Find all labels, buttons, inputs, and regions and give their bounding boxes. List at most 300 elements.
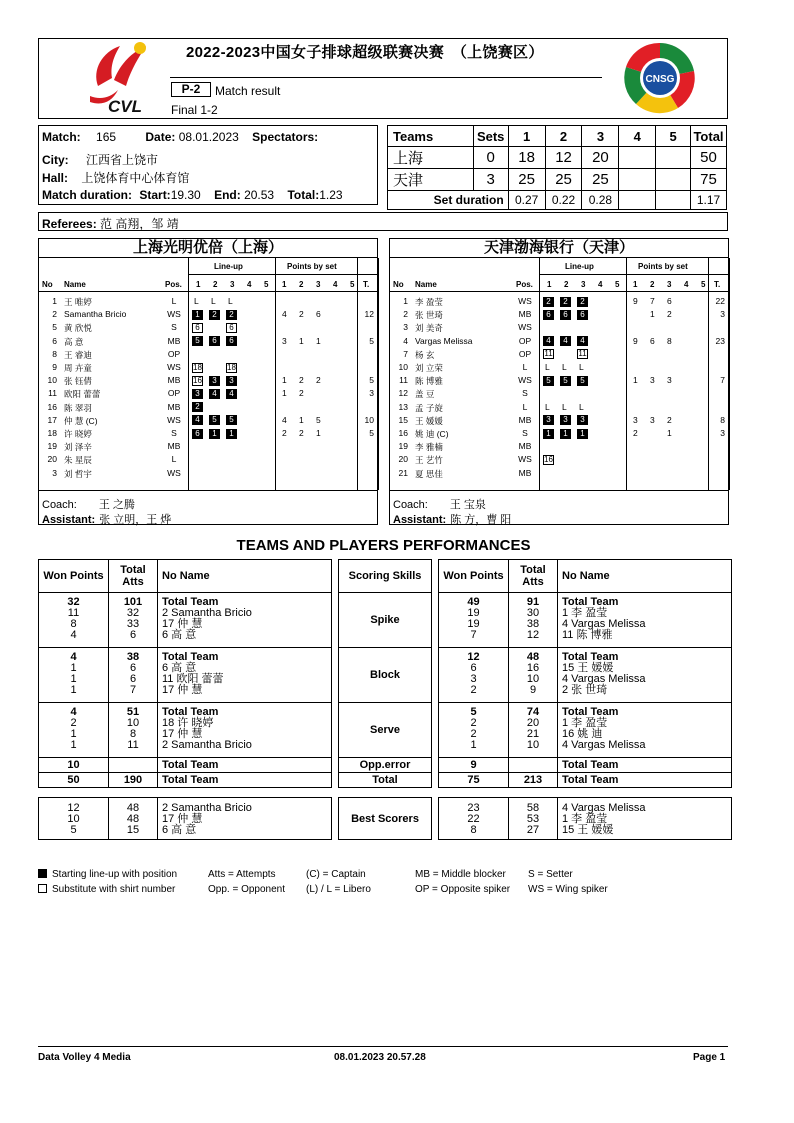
grid-line [275, 258, 276, 490]
player-name: 王 睿迪 [64, 349, 92, 360]
libero-mark: L [545, 401, 550, 412]
points-set-header: 4 [333, 280, 338, 289]
set-points: 6 [650, 335, 655, 346]
set-points: 3 [667, 375, 672, 386]
svg-text:CNSG: CNSG [645, 74, 675, 85]
set-points: 2 [667, 414, 672, 425]
player-name: 姚 迪 (C) [415, 429, 449, 439]
points-set-header: 1 [633, 280, 638, 289]
points-set-header: 4 [684, 280, 689, 289]
title-divider [170, 77, 602, 78]
player-name: 陈 翠羽 [64, 402, 92, 413]
legend-libero: (L) / L = Libero [306, 884, 371, 895]
set-points: 4 [282, 309, 287, 320]
player-total: 3 [720, 428, 725, 438]
assistant: Assistant: 张 立明，王 烨 [42, 514, 172, 526]
score-header: 2 [545, 126, 582, 147]
legend-atts: Atts = Attempts [208, 869, 276, 880]
substitute-number: 11 [544, 349, 553, 359]
starting-position: 1 [543, 429, 554, 439]
score-row-a: 上海 0 18 12 20 50 [388, 147, 727, 169]
match-row: Match: 165 Date: 08.01.2023 Spectators: [42, 130, 319, 144]
lineup-set-header: 3 [581, 280, 586, 289]
set-points: 1 [299, 414, 304, 425]
libero-mark: L [545, 362, 550, 372]
player-name: 王 媛媛 [415, 415, 443, 426]
player-no: 2 [52, 309, 57, 320]
lineup-header: Line-up [214, 262, 243, 271]
total-row: 75 213 Total Team [439, 773, 732, 788]
player-name: 刘 哲宇 [64, 468, 92, 479]
grid-line [626, 258, 627, 490]
grid-line [390, 490, 729, 491]
player-pos: L [522, 362, 528, 372]
points-set-header: 3 [667, 280, 672, 289]
player-name: Samantha Bricio [64, 309, 127, 320]
name-header: Name [64, 280, 86, 289]
grid-line [390, 291, 729, 292]
lineup-set-header: 5 [264, 280, 269, 289]
team-a-best-scorers: 12 10 5 48 48 15 2 Samantha Bricio 17 仲 慧 6 高 意 [38, 797, 332, 840]
assistant: Assistant: 陈 方，曹 阳 [393, 514, 512, 526]
player-no: 17 [47, 414, 57, 425]
lineup-set-header: 2 [564, 280, 569, 289]
set-points: 1 [282, 375, 287, 386]
libero-mark: L [211, 296, 216, 306]
coach: Coach: 王 之腾 [42, 499, 135, 511]
player-pos: WS [167, 362, 181, 372]
set-points: 9 [633, 335, 638, 346]
starting-position: 5 [192, 336, 203, 346]
player-pos: MB [167, 441, 181, 452]
player-pos: WS [518, 454, 532, 465]
duration-row: Match duration: Start:19.30 End: 20.53 Total:1.23 [42, 188, 343, 202]
player-name: 孟 子旋 [415, 402, 443, 413]
player-total: 22 [715, 296, 725, 306]
best-scorers-label-table [338, 797, 432, 840]
starting-position: 5 [226, 415, 237, 425]
legend-substitute: Substitute with shirt number [38, 884, 175, 895]
team-name: 上海光明优倍（上海） [39, 239, 377, 258]
player-no: 21 [398, 467, 408, 478]
empty-square-icon [38, 884, 47, 893]
player-no: 20 [398, 454, 408, 465]
skill-name: Opp.error [339, 758, 432, 773]
team-a-roster [38, 238, 378, 525]
points-set-header: 1 [282, 280, 287, 289]
player-pos: WS [518, 375, 532, 386]
starting-position: 4 [560, 336, 571, 346]
player-pos: S [171, 322, 177, 333]
starting-position: 2 [560, 297, 571, 307]
libero-mark: L [562, 401, 567, 412]
grid-line [539, 258, 540, 490]
player-name: 李 雅楠 [415, 442, 443, 453]
player-pos: WS [518, 322, 532, 333]
player-total: 7 [720, 375, 725, 386]
player-name: 周 卉童 [64, 363, 92, 373]
player-pos: WS [167, 467, 181, 478]
starting-position: 3 [192, 389, 203, 399]
cnsg-logo [622, 41, 698, 115]
total-row: 50 190 Total Team [39, 773, 332, 788]
set-points: 3 [633, 414, 638, 425]
player-total: 10 [364, 414, 374, 425]
libero-mark: L [228, 296, 233, 306]
set-points: 2 [299, 375, 304, 386]
player-no: 20 [47, 454, 57, 465]
player-name: 高 意 [64, 336, 84, 347]
set-points: 1 [299, 335, 304, 346]
player-no: 11 [48, 388, 57, 399]
set-points: 3 [282, 335, 287, 346]
player-pos: MB [167, 375, 181, 386]
set-points: 8 [667, 335, 672, 346]
total-atts-header: Total Atts [509, 560, 558, 593]
starting-position: 6 [192, 429, 203, 439]
player-pos: L [171, 454, 177, 465]
starting-position: 4 [226, 389, 237, 399]
no-name-header: No Name [158, 560, 332, 593]
grid-line [378, 258, 379, 490]
player-no: 9 [52, 362, 57, 372]
starting-position: 6 [560, 310, 571, 320]
grid-line [708, 258, 709, 490]
skill-name: Spike [339, 593, 432, 648]
name-header: Name [415, 280, 437, 289]
player-no: 4 [403, 335, 408, 346]
player-no: 11 [399, 375, 408, 386]
player-pos: L [522, 401, 528, 412]
player-name: 朱 星辰 [64, 455, 92, 466]
set-points: 1 [650, 309, 655, 320]
player-name: 刘 泽辛 [64, 442, 92, 453]
player-pos: WS [518, 296, 532, 306]
best-scorers-label: Best Scorers [339, 798, 432, 840]
hall-row: Hall: 上饶体育中心体育馆 [42, 171, 190, 185]
legend-captain: (C) = Captain [306, 869, 366, 880]
starting-position: 4 [209, 389, 220, 399]
starting-position: 6 [226, 336, 237, 346]
total-header: T. [363, 280, 370, 289]
set-points: 2 [633, 428, 638, 438]
performance-row: 4 1 1 1 38 6 6 7 Total Team 6 高 意 11 欧阳 蕾蕾 17 仲 慧 [39, 648, 332, 703]
footer-center: 08.01.2023 20.57.28 [334, 1052, 426, 1063]
performance-row: 5 2 2 1 74 20 21 10 Total Team 1 李 盈莹 16 姚 迪 4 Vargas Melissa [439, 703, 732, 758]
player-name: 张 钰倩 [64, 376, 92, 387]
lineup-set-header: 5 [615, 280, 620, 289]
starting-position: 5 [560, 376, 571, 386]
skills-table [338, 559, 432, 788]
starting-position: 2 [543, 297, 554, 307]
player-no: 1 [403, 296, 408, 306]
substitute-number: 6 [226, 323, 237, 333]
lineup-header: Line-up [565, 262, 594, 271]
set-points: 4 [282, 414, 287, 425]
lineup-set-header: 2 [213, 280, 218, 289]
player-no: 18 [47, 428, 57, 438]
won-points-header: Won Points [39, 560, 109, 593]
legend-ws: WS = Wing spiker [528, 884, 608, 895]
team-name: 天津渤海银行（天津） [390, 239, 728, 258]
points-header: Points by set [638, 262, 688, 271]
doc-code: P-2 [171, 82, 211, 97]
grid-line [39, 291, 378, 292]
player-no: 19 [47, 441, 57, 452]
substitute-number: 18 [193, 362, 202, 372]
set-points: 1 [667, 428, 672, 438]
player-name: 许 晓婷 [64, 429, 92, 439]
coach: Coach: 王 宝泉 [393, 499, 486, 511]
grid-line [539, 274, 729, 275]
performance-row: 32 11 8 4 101 32 33 6 Total Team 2 Samantha Bricio 17 仲 慧 6 高 意 [39, 593, 332, 648]
grid-line [188, 274, 378, 275]
opp-row: 10 Total Team [39, 758, 332, 773]
player-pos: OP [167, 348, 181, 359]
player-total: 23 [715, 335, 725, 346]
legend-starting: Starting line-up with position [38, 869, 177, 880]
set-points: 3 [650, 414, 655, 425]
player-total: 3 [369, 388, 374, 399]
score-table [387, 125, 727, 210]
player-name: 王 艺竹 [415, 455, 443, 466]
substitute-number: 16 [193, 375, 202, 385]
player-total: 5 [369, 375, 374, 386]
filled-square-icon [38, 869, 47, 878]
opp-row: 9 Total Team [439, 758, 732, 773]
skill-name: Serve [339, 703, 432, 758]
player-no: 6 [52, 335, 57, 346]
score-header: Sets [473, 126, 508, 147]
starting-position: 1 [226, 429, 237, 439]
set-points: 2 [282, 428, 287, 438]
starting-position: 3 [560, 415, 571, 425]
set-duration-row: Set duration 0.27 0.22 0.28 1.17 [388, 191, 727, 210]
skill-name: Total [339, 773, 432, 788]
starting-position: 4 [543, 336, 554, 346]
set-points: 1 [633, 375, 638, 386]
won-points-header: Won Points [439, 560, 509, 593]
player-pos: S [171, 428, 177, 438]
referees: Referees: 范 高翔，邹 靖 [42, 217, 179, 231]
starting-position: 2 [577, 297, 588, 307]
player-no: 5 [52, 322, 57, 333]
player-name: 张 世琦 [415, 310, 443, 321]
lineup-set-header: 4 [598, 280, 603, 289]
set-points: 2 [667, 309, 672, 320]
player-name: 欧阳 蕾蕾 [64, 389, 101, 400]
set-points: 1 [316, 335, 321, 346]
score-header: 5 [656, 126, 691, 147]
points-header: Points by set [287, 262, 337, 271]
player-pos: OP [167, 388, 181, 399]
player-total: 5 [369, 335, 374, 346]
set-points: 7 [650, 296, 655, 306]
set-points: 2 [299, 388, 304, 399]
player-pos: S [522, 388, 528, 399]
substitute-number: 18 [227, 362, 236, 372]
player-no: 3 [52, 467, 57, 478]
player-no: 8 [52, 348, 57, 359]
libero-mark: L [562, 362, 567, 372]
player-no: 16 [398, 428, 408, 438]
doc-type: Match result [215, 84, 281, 98]
set-points: 2 [299, 309, 304, 320]
score-header: Teams [388, 126, 474, 147]
player-no: 1 [52, 296, 57, 306]
player-no: 3 [403, 322, 408, 333]
no-header: No [393, 280, 404, 289]
player-name: 杨 玄 [415, 349, 435, 360]
player-no: 2 [403, 309, 408, 320]
player-no: 12 [398, 388, 408, 399]
player-pos: MB [518, 309, 532, 320]
score-header: 1 [508, 126, 545, 147]
legend-opp: Opp. = Opponent [208, 884, 286, 895]
player-no: 15 [398, 414, 408, 425]
libero-mark: L [194, 296, 199, 306]
player-name: 王 唯婷 [64, 297, 92, 307]
substitute-number: 11 [578, 349, 587, 359]
libero-mark: L [579, 362, 584, 372]
starting-position: 6 [577, 310, 588, 320]
player-pos: MB [167, 335, 181, 346]
footer-divider [38, 1046, 728, 1047]
player-total: 5 [369, 428, 374, 438]
performance-row: 49 19 19 7 91 30 38 12 Total Team 1 李 盈莹 4 Vargas Melissa 11 陈 博雅 [439, 593, 732, 648]
player-pos: OP [518, 335, 532, 346]
score-row-b: 天津 3 25 25 25 75 [388, 169, 727, 191]
player-pos: OP [518, 348, 532, 359]
performances-title: TEAMS AND PLAYERS PERFORMANCES [236, 537, 531, 554]
grid-line [729, 258, 730, 490]
starting-position: 2 [226, 310, 237, 320]
score-header: Total [691, 126, 727, 147]
player-name: 刘 美奇 [415, 323, 443, 334]
performance-row: 12 6 3 2 48 16 10 9 Total Team 15 王 媛媛 4 Vargas Melissa 2 张 世琦 [439, 648, 732, 703]
starting-position: 2 [192, 402, 203, 412]
player-pos: MB [167, 401, 181, 412]
set-points: 2 [299, 428, 304, 438]
starting-position: 5 [543, 376, 554, 386]
player-pos: MB [518, 414, 532, 425]
team-a-performance [38, 559, 332, 788]
player-total: 3 [720, 309, 725, 320]
starting-position: 3 [226, 376, 237, 386]
lineup-set-header: 4 [247, 280, 252, 289]
no-header: No [42, 280, 53, 289]
player-pos: WS [167, 414, 181, 425]
team-b-roster [389, 238, 729, 525]
score-header: 3 [582, 126, 619, 147]
total-header: T. [714, 280, 721, 289]
cvl-logo [84, 40, 152, 116]
player-pos: L [171, 296, 177, 306]
set-points: 3 [650, 375, 655, 386]
pos-header: Pos. [516, 280, 533, 289]
lineup-set-header: 1 [196, 280, 201, 289]
grid-line [39, 490, 378, 491]
legend-op: OP = Opposite spiker [415, 884, 511, 895]
starting-position: 3 [577, 415, 588, 425]
points-set-header: 2 [299, 280, 304, 289]
player-pos: S [522, 428, 528, 438]
substitute-number: 6 [192, 323, 203, 333]
page-title: 2022-2023中国女子排球超级联赛决赛 （上饶赛区） [186, 44, 544, 61]
team-b-best-scorers: 23 22 8 58 53 27 4 Vargas Melissa 1 李 盈莹 15 王 媛媛 [438, 797, 732, 840]
score-header: 4 [619, 126, 656, 147]
starting-position: 4 [577, 336, 588, 346]
starting-position: 3 [543, 415, 554, 425]
player-name: 陈 博雅 [415, 376, 443, 387]
points-set-header: 2 [650, 280, 655, 289]
set-points: 5 [316, 414, 321, 425]
player-pos: WS [167, 309, 181, 320]
phase: Final 1-2 [171, 103, 218, 117]
svg-text:CVL: CVL [108, 97, 142, 116]
player-name: 夏 思佳 [415, 468, 443, 479]
footer-left: Data Volley 4 Media [38, 1052, 131, 1063]
team-b-performance [438, 559, 732, 788]
player-total: 12 [364, 309, 374, 320]
player-no: 19 [398, 441, 408, 452]
starting-position: 6 [209, 336, 220, 346]
lineup-set-header: 3 [230, 280, 235, 289]
player-no: 16 [47, 401, 57, 412]
points-set-header: 3 [316, 280, 321, 289]
points-set-header: 5 [701, 280, 706, 289]
player-no: 10 [47, 375, 57, 386]
scoring-skills-header: Scoring Skills [339, 560, 432, 593]
starting-position: 1 [192, 310, 203, 320]
legend-setter: S = Setter [528, 869, 573, 880]
grid-line [357, 258, 358, 490]
set-points: 9 [633, 296, 638, 306]
player-pos: MB [518, 467, 532, 478]
starting-position: 5 [577, 376, 588, 386]
pos-header: Pos. [165, 280, 182, 289]
set-points: 2 [316, 375, 321, 386]
player-pos: MB [518, 441, 532, 452]
substitute-number: 16 [544, 454, 553, 464]
set-points: 1 [316, 428, 321, 438]
total-atts-header: Total Atts [109, 560, 158, 593]
set-points: 1 [282, 388, 287, 399]
starting-position: 3 [209, 376, 220, 386]
player-name: 仲 慧 (C) [64, 415, 98, 426]
city-row: City: 江西省上饶市 [42, 153, 159, 167]
legend-mb: MB = Middle blocker [415, 869, 506, 880]
player-name: 刘 立荣 [415, 363, 443, 373]
player-name: Vargas Melissa [415, 335, 473, 346]
grid-line [188, 258, 189, 490]
player-no: 13 [398, 401, 408, 412]
player-name: 李 盈莹 [415, 297, 443, 307]
set-points: 6 [667, 296, 672, 306]
starting-position: 5 [209, 415, 220, 425]
performance-row: 4 2 1 1 51 10 8 11 Total Team 18 许 晓婷 17 仲 慧 2 Samantha Bricio [39, 703, 332, 758]
player-name: 盖 豆 [415, 389, 435, 400]
starting-position: 2 [209, 310, 220, 320]
points-set-header: 5 [350, 280, 355, 289]
starting-position: 1 [560, 429, 571, 439]
player-no: 10 [398, 362, 408, 372]
player-total: 8 [720, 414, 725, 425]
skill-name: Block [339, 648, 432, 703]
starting-position: 1 [209, 429, 220, 439]
starting-position: 1 [577, 429, 588, 439]
no-name-header: No Name [558, 560, 732, 593]
